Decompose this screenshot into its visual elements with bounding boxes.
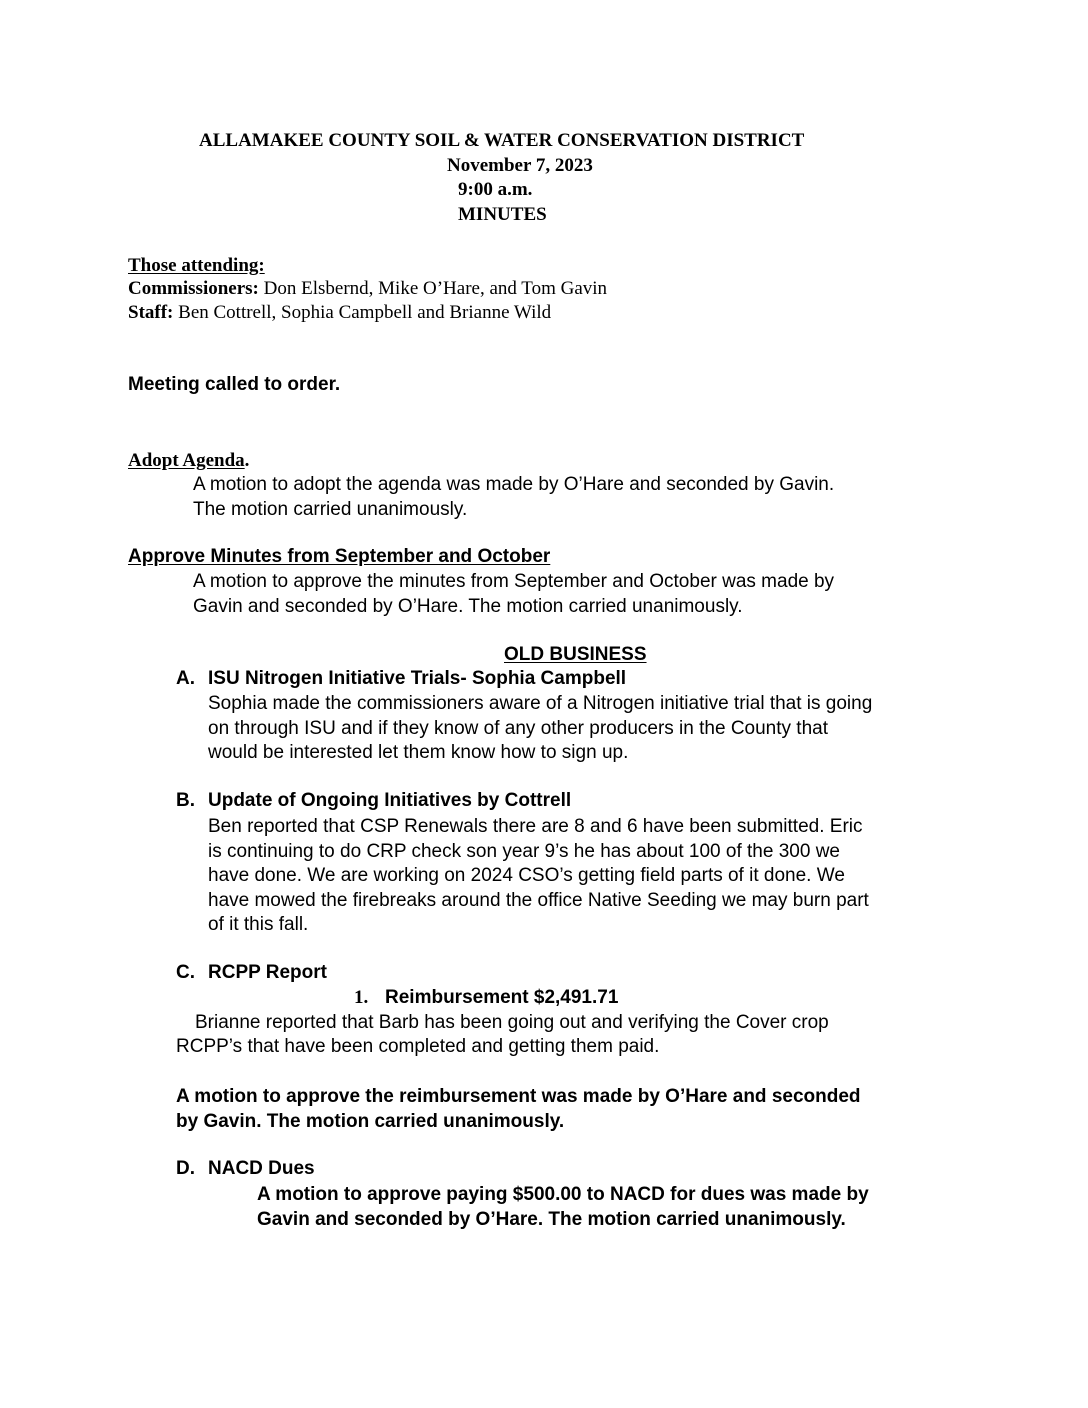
- commissioners-names: Don Elsbernd, Mike O’Hare, and Tom Gavin: [258, 278, 608, 299]
- item-b-heading: [176, 790, 571, 812]
- approve-minutes-line: A motion to approve the minutes from September and October was made by: [193, 571, 835, 592]
- item-c-letter: C.: [176, 962, 195, 983]
- old-business-heading: OLD BUSINESS: [504, 644, 647, 665]
- item-b-title: Update of Ongoing Initiatives by Cottrell: [208, 790, 572, 811]
- document-type: MINUTES: [458, 204, 547, 225]
- adopt-agenda-line: A motion to adopt the agenda was made by O’Hare and seconded by Gavin.: [193, 474, 835, 495]
- adopt-agenda-heading-period: .: [244, 450, 250, 471]
- item-c-sub-title: Reimbursement $2,491.71: [385, 987, 619, 1008]
- item-d-motion: [257, 1183, 869, 1232]
- item-c-line: RCPP’s that have been completed and getting them paid.: [176, 1036, 660, 1057]
- adopt-agenda-body: [193, 473, 834, 522]
- commissioners-line: [128, 278, 607, 300]
- approve-minutes-body: [193, 570, 834, 619]
- approve-minutes-heading: Approve Minutes from September and October: [128, 546, 551, 567]
- item-c-sub-number: 1.: [354, 987, 369, 1008]
- staff-label: Staff:: [128, 302, 174, 323]
- item-a-heading: [176, 668, 626, 690]
- commissioners-label: Commissioners:: [128, 278, 259, 299]
- attendance-heading: Those attending:: [128, 255, 265, 276]
- item-b-body: [208, 815, 869, 938]
- item-b-line: is continuing to do CRP check son year 9’s he has about 100 of the 300 we: [208, 840, 840, 862]
- item-d-motion-line: Gavin and seconded by O’Hare. The motion carried unanimously.: [257, 1208, 846, 1230]
- staff-line: [128, 302, 551, 324]
- item-c-heading: [176, 962, 327, 984]
- item-a-title: ISU Nitrogen Initiative Trials- Sophia Campbell: [208, 668, 627, 689]
- item-b-line: have mowed the firebreaks around the office Native Seeding we may burn part: [208, 889, 869, 911]
- adopt-agenda-heading-text: Adopt Agenda: [128, 450, 245, 471]
- item-b-line: have done. We are working on 2024 CSO’s getting field parts of it done. We: [208, 865, 845, 886]
- adopt-agenda-heading: [128, 450, 249, 472]
- item-d-letter: D.: [176, 1158, 195, 1179]
- call-to-order: Meeting called to order.: [128, 374, 341, 395]
- staff-names: Ben Cottrell, Sophia Campbell and Brianne Wild: [173, 302, 552, 323]
- approve-minutes-line: Gavin and seconded by O’Hare. The motion carried unanimously.: [193, 595, 743, 617]
- item-a-line: on through ISU and if they know of any other producers in the County that: [208, 717, 828, 739]
- item-a-line: Sophia made the commissioners aware of a Nitrogen initiative trial that is going: [208, 693, 873, 714]
- item-c-motion-line: by Gavin. The motion carried unanimously.: [176, 1110, 565, 1132]
- org-title: ALLAMAKEE COUNTY SOIL & WATER CONSERVATION DISTRICT: [199, 130, 805, 151]
- item-c-motion-line: A motion to approve the reimbursement was made by O’Hare and seconded: [176, 1086, 861, 1107]
- item-a-line: would be interested let them know how to sign up.: [208, 742, 629, 763]
- meeting-time: 9:00 a.m.: [458, 179, 533, 200]
- item-c-line: Brianne reported that Barb has been going out and verifying the Cover crop: [195, 1012, 829, 1033]
- item-a-body: [208, 692, 872, 766]
- item-c-motion: [176, 1085, 861, 1134]
- item-d-motion-line: A motion to approve paying $500.00 to NACD for dues was made by: [257, 1184, 869, 1205]
- adopt-agenda-line: The motion carried unanimously.: [193, 498, 468, 520]
- item-b-line: of it this fall.: [208, 914, 309, 935]
- meeting-date: November 7, 2023: [447, 155, 593, 176]
- item-b-letter: B.: [176, 790, 195, 811]
- item-b-line: Ben reported that CSP Renewals there are 8 and 6 have been submitted. Eric: [208, 816, 863, 837]
- item-a-letter: A.: [176, 668, 195, 689]
- item-c-title: RCPP Report: [208, 962, 327, 983]
- item-d-title: NACD Dues: [208, 1158, 315, 1179]
- item-d-heading: [176, 1158, 315, 1180]
- item-c-subitem: [354, 987, 618, 1009]
